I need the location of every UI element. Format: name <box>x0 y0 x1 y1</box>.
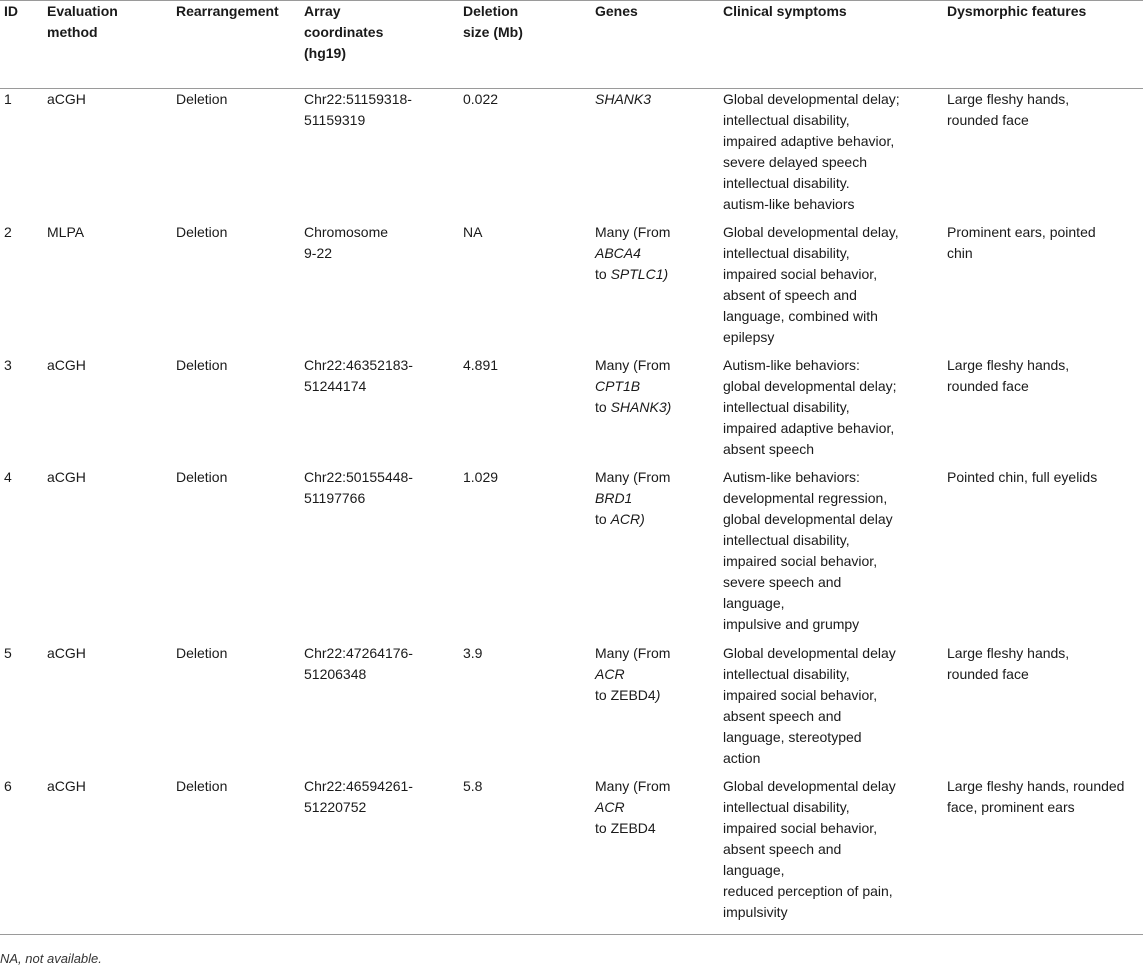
coord-line: 51197766 <box>304 489 366 506</box>
dysmorphic-line: Large fleshy hands, <box>947 356 1070 373</box>
clinical-line: impaired social behavior, <box>723 686 878 703</box>
cell-method: aCGH <box>47 91 86 107</box>
cell-coordinates <box>304 643 463 776</box>
cell-clinical <box>723 776 947 935</box>
clinical-line: Global developmental delay, <box>723 223 899 240</box>
clinical-line: absent speech and <box>723 707 842 724</box>
cell-id: 5 <box>4 644 12 661</box>
gene-name: ACR <box>595 665 625 682</box>
clinical-line: language, <box>723 861 785 878</box>
gene-name: ACR) <box>610 510 645 527</box>
gene-paren: ) <box>655 686 661 703</box>
coord-line: 9-22 <box>304 244 333 261</box>
genes-many: Many (From <box>595 356 671 373</box>
cell-dysmorphic <box>947 467 1143 643</box>
genes-many: Many (From <box>595 777 671 794</box>
clinical-line: Global developmental delay <box>723 777 896 794</box>
cell-id: 4 <box>4 468 12 485</box>
cell-rearrangement: Deletion <box>176 776 304 935</box>
cell-coordinates <box>304 776 463 935</box>
gene-name: SHANK3 <box>595 91 652 107</box>
clinical-line: developmental regression, <box>723 489 888 506</box>
table-row <box>0 222 1143 355</box>
dysmorphic-line: rounded face <box>947 665 1029 682</box>
header-deletion-size <box>463 1 595 89</box>
cell-coordinates <box>304 222 463 355</box>
table-footnote: NA, not available. <box>0 951 102 966</box>
genes-many: Many (From <box>595 644 671 661</box>
cell-rearrangement: Deletion <box>176 644 228 661</box>
cell-method: MLPA <box>47 223 85 240</box>
cell-dysmorphic <box>947 355 1143 467</box>
dysmorphic-line: Large fleshy hands, rounded <box>947 777 1125 794</box>
coord-line: 51206348 <box>304 665 367 682</box>
cell-genes <box>595 467 723 643</box>
clinical-line: impaired adaptive behavior, <box>723 419 895 436</box>
cell-method: aCGH <box>47 644 86 661</box>
coord-line: Chromosome <box>304 223 389 240</box>
gene-name: ACR <box>595 798 625 815</box>
clinical-line: intellectual disability, <box>723 398 850 415</box>
table-row <box>0 776 1143 935</box>
cell-method: aCGH <box>47 776 176 935</box>
cell-id: 1 <box>4 91 12 107</box>
header-text: size (Mb) <box>463 24 523 40</box>
cell-clinical <box>723 355 947 467</box>
cell-method: aCGH <box>47 356 86 373</box>
dysmorphic-line: Large fleshy hands, <box>947 91 1070 107</box>
clinical-line: absent speech and <box>723 840 842 857</box>
gene-name: SHANK3) <box>610 398 672 415</box>
cell-id: 6 <box>0 776 47 935</box>
clinical-line: absent speech <box>723 440 815 457</box>
cell-dysmorphic <box>947 222 1143 355</box>
dysmorphic-line: face, prominent ears <box>947 798 1075 815</box>
clinical-line: reduced perception of pain, <box>723 882 893 899</box>
clinical-line: impaired social behavior, <box>723 265 878 282</box>
cell-rearrangement: Deletion <box>176 91 228 107</box>
cell-id: 3 <box>4 356 12 373</box>
genes-many: Many (From <box>595 468 671 485</box>
cell-rearrangement: Deletion <box>176 356 228 373</box>
dysmorphic-line: rounded face <box>947 377 1029 394</box>
clinical-line: action <box>723 749 761 766</box>
dysmorphic-line: Prominent ears, pointed <box>947 223 1096 240</box>
coord-line: Chr22:51159318- <box>304 91 412 107</box>
coord-line: 51159319 <box>304 112 366 128</box>
table-row <box>0 89 1143 222</box>
header-genes: Genes <box>595 1 723 89</box>
header-text: Evaluation <box>47 3 118 19</box>
clinical-line: language, combined with <box>723 307 878 324</box>
clinical-line: Global developmental delay <box>723 644 896 661</box>
dysmorphic-line: Large fleshy hands, <box>947 644 1070 661</box>
gene-name: SPTLC1) <box>610 265 669 282</box>
genes-to-prefix: to <box>595 686 607 703</box>
gene-name: ABCA4 <box>595 244 641 261</box>
clinical-line: intellectual disability, <box>723 112 850 128</box>
clinical-line: impulsive and grumpy <box>723 615 860 632</box>
header-text: Deletion <box>463 3 519 19</box>
genes-to-prefix: to <box>595 398 607 415</box>
cell-size: 5.8 <box>463 776 595 935</box>
clinical-line: severe delayed speech <box>723 154 867 170</box>
clinical-line: impaired social behavior, <box>723 552 878 569</box>
gene-name: BRD1 <box>595 489 633 506</box>
cell-coordinates <box>304 355 463 467</box>
cell-id: 2 <box>4 223 12 240</box>
cell-genes <box>595 643 723 776</box>
cell-genes <box>595 776 723 935</box>
table-row <box>0 643 1143 776</box>
gene-name: ZEBD4 <box>610 686 656 703</box>
header-id: ID <box>0 1 47 89</box>
header-evaluation-method <box>47 1 176 89</box>
genes-to-prefix: to <box>595 819 607 836</box>
header-text: coordinates <box>304 24 384 40</box>
clinical-line: intellectual disability, <box>723 531 850 548</box>
cell-genes <box>595 355 723 467</box>
header-rearrangement: Rearrangement <box>176 1 304 89</box>
cell-coordinates <box>304 89 463 222</box>
clinical-line: impulsivity <box>723 903 788 920</box>
coord-line: 51244174 <box>304 377 367 394</box>
clinical-line: language, <box>723 594 785 611</box>
header-text: Array <box>304 3 341 19</box>
cell-clinical <box>723 643 947 776</box>
clinical-line: severe speech and <box>723 573 842 590</box>
dysmorphic-line: rounded face <box>947 112 1029 128</box>
cell-genes <box>595 89 723 222</box>
clinical-line: intellectual disability. <box>723 175 850 191</box>
coord-line: Chr22:46352183- <box>304 356 413 373</box>
cell-size: 1.029 <box>463 468 499 485</box>
cell-rearrangement: Deletion <box>176 223 228 240</box>
clinical-line: language, stereotyped <box>723 728 862 745</box>
clinical-line: Global developmental delay; <box>723 91 900 107</box>
clinical-line: Autism-like behaviors: <box>723 468 860 485</box>
header-array-coordinates <box>304 1 463 89</box>
cell-method: aCGH <box>47 468 86 485</box>
cell-size: 3.9 <box>463 644 483 661</box>
clinical-line: global developmental delay <box>723 510 893 527</box>
coord-line: Chr22:46594261- <box>304 777 413 794</box>
cell-dysmorphic <box>947 89 1143 222</box>
dysmorphic-line: chin <box>947 244 973 261</box>
cell-clinical <box>723 222 947 355</box>
coord-line: 51220752 <box>304 798 367 815</box>
coord-line: Chr22:50155448- <box>304 468 413 485</box>
genes-many: Many (From <box>595 223 671 240</box>
clinical-line: intellectual disability, <box>723 244 850 261</box>
table-row <box>0 355 1143 467</box>
clinical-line: impaired adaptive behavior, <box>723 133 895 149</box>
genes-to-prefix: to <box>595 265 607 282</box>
cell-dysmorphic <box>947 776 1143 935</box>
header-text: method <box>47 24 98 40</box>
dysmorphic-line: Pointed chin, full eyelids <box>947 468 1098 485</box>
clinical-line: Autism-like behaviors: <box>723 356 860 373</box>
clinical-line: intellectual disability, <box>723 665 850 682</box>
cell-size: NA <box>463 223 483 240</box>
clinical-line: absent of speech and <box>723 286 857 303</box>
coord-line: Chr22:47264176- <box>304 644 413 661</box>
cell-size: 0.022 <box>463 91 499 107</box>
clinical-line: impaired social behavior, <box>723 819 878 836</box>
cell-dysmorphic <box>947 643 1143 776</box>
cell-genes <box>595 222 723 355</box>
gene-name: ZEBD4 <box>610 819 656 836</box>
clinical-line: intellectual disability, <box>723 798 850 815</box>
table-header-row <box>0 1 1143 89</box>
header-dysmorphic-features: Dysmorphic features <box>947 1 1143 89</box>
cell-clinical <box>723 467 947 643</box>
cell-size: 4.891 <box>463 356 499 373</box>
clinical-line: global developmental delay; <box>723 377 897 394</box>
table-row <box>0 467 1143 643</box>
cell-clinical <box>723 89 947 222</box>
genes-to-prefix: to <box>595 510 607 527</box>
clinical-line: autism-like behaviors <box>723 196 855 212</box>
cell-coordinates <box>304 467 463 643</box>
gene-name: CPT1B <box>595 377 641 394</box>
header-text: (hg19) <box>304 45 346 61</box>
header-clinical-symptoms: Clinical symptoms <box>723 1 947 89</box>
clinical-line: epilepsy <box>723 328 775 345</box>
cell-rearrangement: Deletion <box>176 468 228 485</box>
